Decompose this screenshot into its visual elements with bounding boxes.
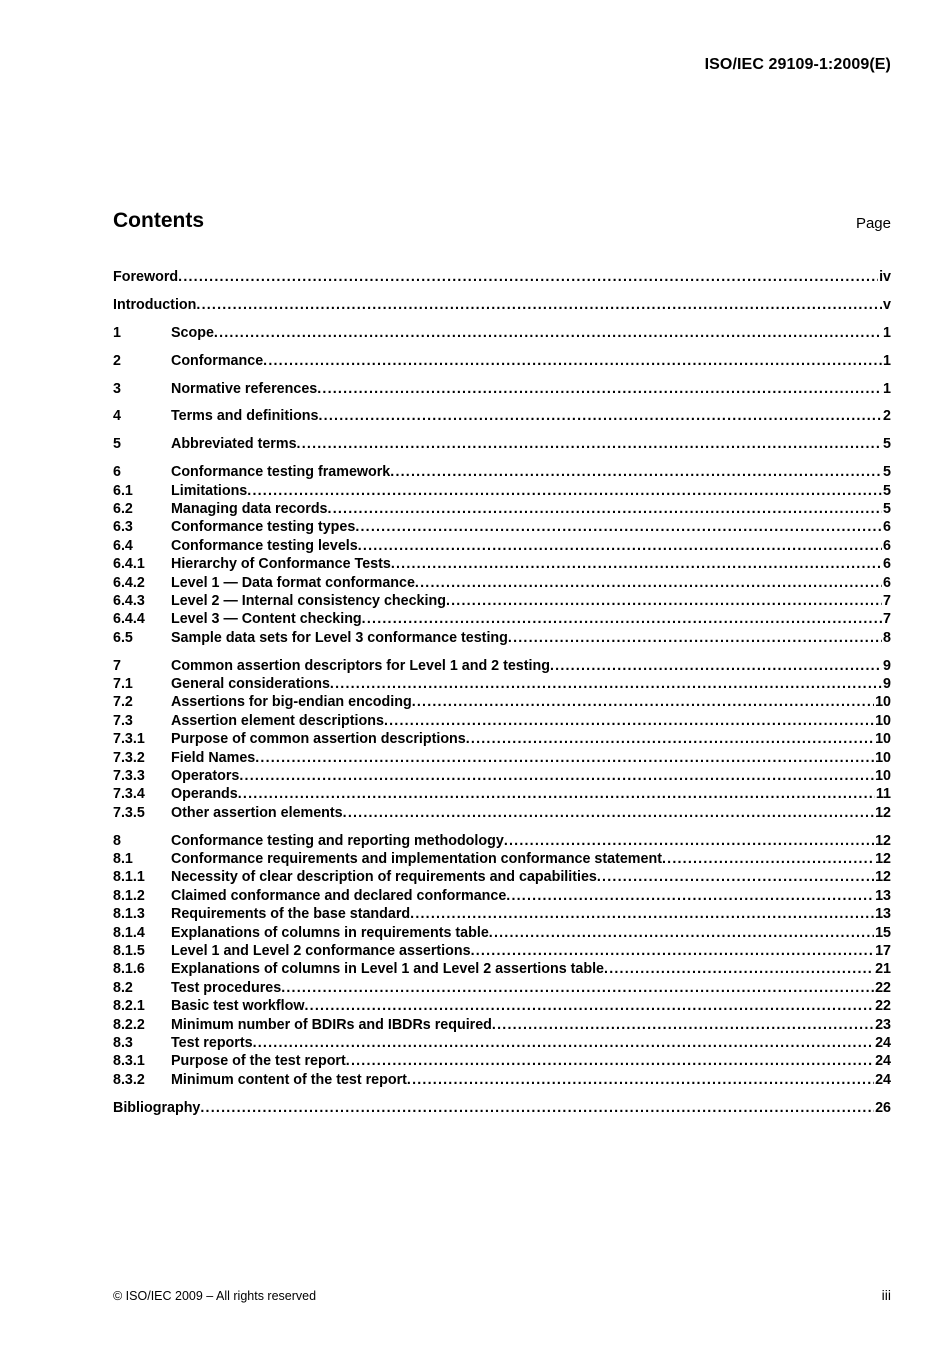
toc-entry[interactable] (113, 407, 891, 425)
toc-entry-title: Abbreviated terms (171, 436, 297, 453)
toc-entry-title: Test procedures (171, 979, 282, 996)
toc-entry-page: 6 (883, 519, 891, 536)
toc-entry-number: 4 (113, 408, 121, 425)
toc-entry-number: 6.4.4 (113, 611, 145, 628)
toc-entry-title: Common assertion descriptors for Level 1 and 2 testing (171, 657, 550, 674)
toc-entry[interactable] (113, 868, 891, 886)
toc-entry[interactable] (113, 629, 891, 647)
toc-entry-page: 6 (883, 537, 891, 554)
footer-page-number: iii (881, 1287, 891, 1303)
toc-entry-title: Foreword (113, 269, 179, 285)
toc-entry[interactable] (113, 785, 891, 803)
toc-entry-page: 23 (875, 1016, 891, 1033)
toc-entry-title: Managing data records (171, 501, 328, 518)
dot-leader (446, 592, 882, 610)
toc-entry-number: 8.1.6 (113, 961, 145, 978)
toc-entry[interactable] (113, 380, 891, 398)
toc-section (113, 296, 891, 314)
toc-entry-number: 7.3.4 (113, 786, 145, 803)
toc-entry-number: 6.4.3 (113, 592, 145, 609)
toc-entry-page: 5 (883, 436, 891, 453)
dot-leader (662, 850, 874, 868)
toc-entry-title: Normative references (171, 380, 318, 397)
dot-leader (597, 868, 874, 886)
toc-entry[interactable] (113, 887, 891, 905)
toc-entry-number: 8.3.1 (113, 1053, 145, 1070)
dot-leader (253, 1034, 875, 1052)
toc-entry[interactable] (113, 1052, 891, 1070)
toc-entry-page: 24 (875, 1034, 891, 1051)
toc-entry[interactable] (113, 1016, 891, 1034)
toc-entry[interactable] (113, 482, 891, 500)
toc-entry-number: 8.2.1 (113, 998, 145, 1015)
toc-entry-page: 24 (875, 1053, 891, 1070)
toc-entry-number: 6 (113, 464, 121, 481)
toc-entry[interactable] (113, 712, 891, 730)
dot-leader (362, 610, 882, 628)
dot-leader (304, 997, 874, 1015)
dot-leader (317, 380, 882, 398)
toc-entry-number: 7 (113, 657, 121, 674)
toc-entry-page: 7 (883, 592, 891, 609)
toc-entry-title: Conformance requirements and implementation conformance statement (171, 851, 662, 868)
toc-entry[interactable] (113, 324, 891, 342)
toc-entry-number: 6.2 (113, 501, 133, 518)
toc-entry-page: 11 (875, 786, 891, 803)
toc-entry-title: Purpose of the test report (171, 1053, 346, 1070)
toc-entry-number: 6.4.2 (113, 574, 145, 591)
toc-entry-page: 13 (875, 887, 891, 904)
toc-entry-page: 8 (883, 629, 891, 646)
toc-entry-page: 10 (875, 694, 891, 711)
toc-entry-number: 8.1.1 (113, 869, 145, 886)
dot-leader (343, 804, 874, 822)
toc-entry[interactable] (113, 610, 891, 628)
dot-leader (508, 629, 882, 647)
dot-leader (410, 905, 874, 923)
toc-entry[interactable] (113, 905, 891, 923)
dot-leader (238, 785, 875, 803)
toc-entry-title: Level 3 — Content checking (171, 611, 362, 628)
toc-entry-number: 6.4 (113, 537, 133, 554)
toc-entry-page: 5 (883, 501, 891, 518)
toc-entry[interactable] (113, 850, 891, 868)
toc-entry[interactable] (113, 463, 891, 481)
toc-entry-number: 6.1 (113, 482, 133, 499)
toc-entry-page: 13 (875, 906, 891, 923)
toc-entry-page: 6 (883, 556, 891, 573)
toc-entry-number: 7.1 (113, 676, 133, 693)
toc-entry-title: Conformance testing framework (171, 464, 391, 481)
toc-entry-page: 2 (883, 408, 891, 425)
toc-entry-page: 1 (883, 352, 891, 369)
toc-section (113, 380, 891, 398)
dot-leader (281, 979, 874, 997)
toc-entry-page: 12 (875, 869, 891, 886)
toc-entry-page: 24 (875, 1071, 891, 1088)
toc-entry-page: 1 (883, 380, 891, 397)
toc-entry[interactable] (113, 767, 891, 785)
toc-entry-page: 5 (883, 464, 891, 481)
toc-entry-title: Assertions for big-endian encoding (171, 694, 412, 711)
copyright-notice: © ISO/IEC 2009 – All rights reserved (113, 1289, 317, 1303)
toc-entry[interactable] (113, 592, 891, 610)
toc-entry-title: Operands (171, 786, 238, 803)
toc-entry-title: Level 1 — Data format conformance (171, 574, 415, 591)
toc-section (113, 832, 891, 1089)
toc-entry-page: iv (879, 269, 891, 285)
toc-entry-number: 8.2.2 (113, 1016, 145, 1033)
dot-leader (358, 537, 882, 555)
table-of-contents (113, 268, 891, 1127)
toc-entry-number: 8.1.4 (113, 924, 145, 941)
toc-entry-title: Assertion element descriptions (171, 712, 384, 729)
toc-section (113, 1099, 891, 1117)
toc-entry-number: 6.5 (113, 629, 133, 646)
dot-leader (407, 1071, 874, 1089)
toc-section (113, 268, 891, 286)
toc-entry-number: 5 (113, 436, 121, 453)
toc-entry-title: Purpose of common assertion descriptions (171, 731, 466, 748)
dot-leader (330, 675, 882, 693)
toc-entry-title: Explanations of columns in Level 1 and Level 2 assertions table (171, 961, 605, 978)
toc-entry-title: Introduction (113, 296, 197, 313)
toc-entry-number: 8.3.2 (113, 1071, 145, 1088)
toc-entry-page: 7 (883, 611, 891, 628)
toc-entry-page: 12 (875, 804, 891, 821)
toc-entry-title: Bibliography (113, 1099, 201, 1116)
toc-entry-page: 10 (875, 712, 891, 729)
toc-entry-page: 17 (875, 943, 891, 959)
dot-leader (391, 555, 882, 573)
toc-entry[interactable] (113, 1071, 891, 1089)
toc-entry[interactable] (113, 997, 891, 1015)
toc-entry[interactable] (113, 693, 891, 711)
dot-leader (492, 1016, 874, 1034)
toc-entry-number: 8.2 (113, 979, 133, 996)
dot-leader (415, 574, 882, 592)
page-title: Contents (113, 209, 204, 232)
toc-entry-title: Field Names (171, 749, 256, 766)
toc-entry-number: 8.1.3 (113, 906, 145, 923)
toc-entry-title: Minimum content of the test report (171, 1071, 407, 1088)
toc-entry-page: v (883, 296, 891, 313)
dot-leader (328, 500, 883, 518)
dot-leader (550, 657, 882, 675)
toc-entry-number: 7.3.5 (113, 804, 145, 821)
toc-entry-page: 21 (875, 961, 891, 978)
dot-leader (200, 1099, 874, 1117)
toc-entry-title: Explanations of columns in requirements table (171, 924, 489, 941)
toc-entry[interactable] (113, 749, 891, 767)
toc-section (113, 352, 891, 370)
dot-leader (355, 518, 882, 536)
toc-entry-number: 6.3 (113, 519, 133, 536)
toc-entry-number: 7.3 (113, 712, 133, 729)
dot-leader (247, 482, 882, 500)
toc-section (113, 324, 891, 342)
toc-entry-title: Hierarchy of Conformance Tests (171, 556, 391, 573)
toc-entry-page: 22 (875, 979, 891, 996)
toc-entry-page: 10 (875, 749, 891, 766)
toc-entry[interactable] (113, 657, 891, 675)
toc-entry[interactable] (113, 942, 891, 960)
toc-entry-number: 8.1 (113, 851, 133, 868)
document-identifier: ISO/IEC 29109-1:2009(E) (704, 56, 891, 73)
dot-leader (297, 435, 883, 453)
page-column-label: Page (855, 215, 891, 232)
dot-leader (506, 887, 874, 905)
dot-leader (466, 730, 874, 748)
toc-section (113, 407, 891, 425)
toc-entry-title: Requirements of the base standard (171, 906, 411, 923)
toc-entry-page: 6 (883, 574, 891, 591)
dot-leader (239, 767, 874, 785)
toc-entry[interactable] (113, 924, 891, 942)
toc-entry-title: Conformance testing and reporting methodology (171, 832, 504, 849)
toc-entry[interactable] (113, 804, 891, 822)
toc-entry[interactable] (113, 574, 891, 592)
toc-entry-title: Minimum number of BDIRs and IBDRs required (171, 1016, 492, 1033)
toc-entry-title: Operators (171, 767, 240, 784)
toc-entry[interactable] (113, 1034, 891, 1052)
toc-entry[interactable] (113, 268, 891, 286)
toc-entry[interactable] (113, 435, 891, 453)
toc-entry-number: 8.1.5 (113, 943, 145, 959)
dot-leader (504, 832, 874, 850)
toc-entry[interactable] (113, 537, 891, 555)
toc-entry-number: 6.4.1 (113, 556, 145, 573)
dot-leader (214, 324, 882, 342)
toc-entry-title: Level 1 and Level 2 conformance assertions (171, 943, 471, 959)
toc-entry[interactable] (113, 518, 891, 536)
toc-section (113, 657, 891, 823)
toc-entry-page: 12 (875, 851, 891, 868)
toc-entry-page: 9 (883, 676, 891, 693)
toc-entry-page: 9 (883, 657, 891, 674)
toc-entry-page: 26 (875, 1099, 891, 1116)
toc-entry-title: Basic test workflow (171, 998, 305, 1015)
dot-leader (346, 1052, 874, 1070)
toc-section (113, 463, 891, 647)
dot-leader (412, 693, 874, 711)
dot-leader (178, 268, 878, 286)
toc-entry[interactable] (113, 296, 891, 314)
dot-leader (471, 942, 875, 960)
dot-leader (319, 407, 883, 425)
toc-section (113, 435, 891, 453)
toc-entry[interactable] (113, 979, 891, 997)
toc-entry-page: 10 (875, 767, 891, 784)
toc-entry[interactable] (113, 1099, 891, 1117)
toc-entry[interactable] (113, 675, 891, 693)
toc-entry-title: Conformance testing levels (171, 537, 358, 554)
toc-entry-title: Sample data sets for Level 3 conformance testing (171, 629, 508, 646)
toc-entry[interactable] (113, 500, 891, 518)
toc-entry-number: 7.2 (113, 694, 133, 711)
toc-entry[interactable] (113, 832, 891, 850)
toc-entry-page: 12 (875, 832, 891, 849)
toc-entry-number: 3 (113, 380, 121, 397)
toc-entry-number: 2 (113, 352, 121, 369)
dot-leader (196, 296, 882, 314)
toc-entry-title: Other assertion elements (171, 804, 343, 821)
toc-entry-title: Test reports (171, 1034, 253, 1051)
toc-entry-title: Scope (171, 324, 214, 341)
toc-entry-title: Necessity of clear description of requirements and capabilities (171, 869, 597, 886)
toc-entry-page: 15 (875, 924, 891, 941)
dot-leader (390, 463, 882, 481)
toc-entry-page: 10 (875, 731, 891, 748)
toc-entry-title: Limitations (171, 482, 248, 499)
toc-entry-title: Terms and definitions (171, 408, 319, 425)
toc-entry-title: Claimed conformance and declared conformance (171, 887, 507, 904)
toc-entry[interactable] (113, 352, 891, 370)
toc-entry-page: 22 (875, 998, 891, 1015)
toc-entry-title: General considerations (171, 676, 330, 693)
toc-entry-page: 5 (883, 482, 891, 499)
dot-leader (489, 924, 874, 942)
toc-entry-number: 8.1.2 (113, 887, 145, 904)
toc-entry-number: 7.3.2 (113, 749, 145, 766)
toc-entry-number: 8 (113, 832, 121, 849)
toc-entry-number: 7.3.1 (113, 731, 145, 748)
toc-entry-number: 7.3.3 (113, 767, 145, 784)
toc-entry[interactable] (113, 555, 891, 573)
toc-entry-number: 8.3 (113, 1034, 133, 1051)
toc-entry-number: 1 (113, 324, 121, 341)
toc-entry[interactable] (113, 730, 891, 748)
toc-entry[interactable] (113, 960, 891, 978)
toc-entry-title: Conformance (171, 352, 264, 369)
toc-entry-title: Level 2 — Internal consistency checking (171, 592, 446, 609)
toc-entry-page: 1 (883, 324, 891, 341)
dot-leader (604, 960, 874, 978)
dot-leader (384, 712, 874, 730)
dot-leader (263, 352, 882, 370)
dot-leader (255, 749, 874, 767)
toc-entry-title: Conformance testing types (171, 519, 356, 536)
